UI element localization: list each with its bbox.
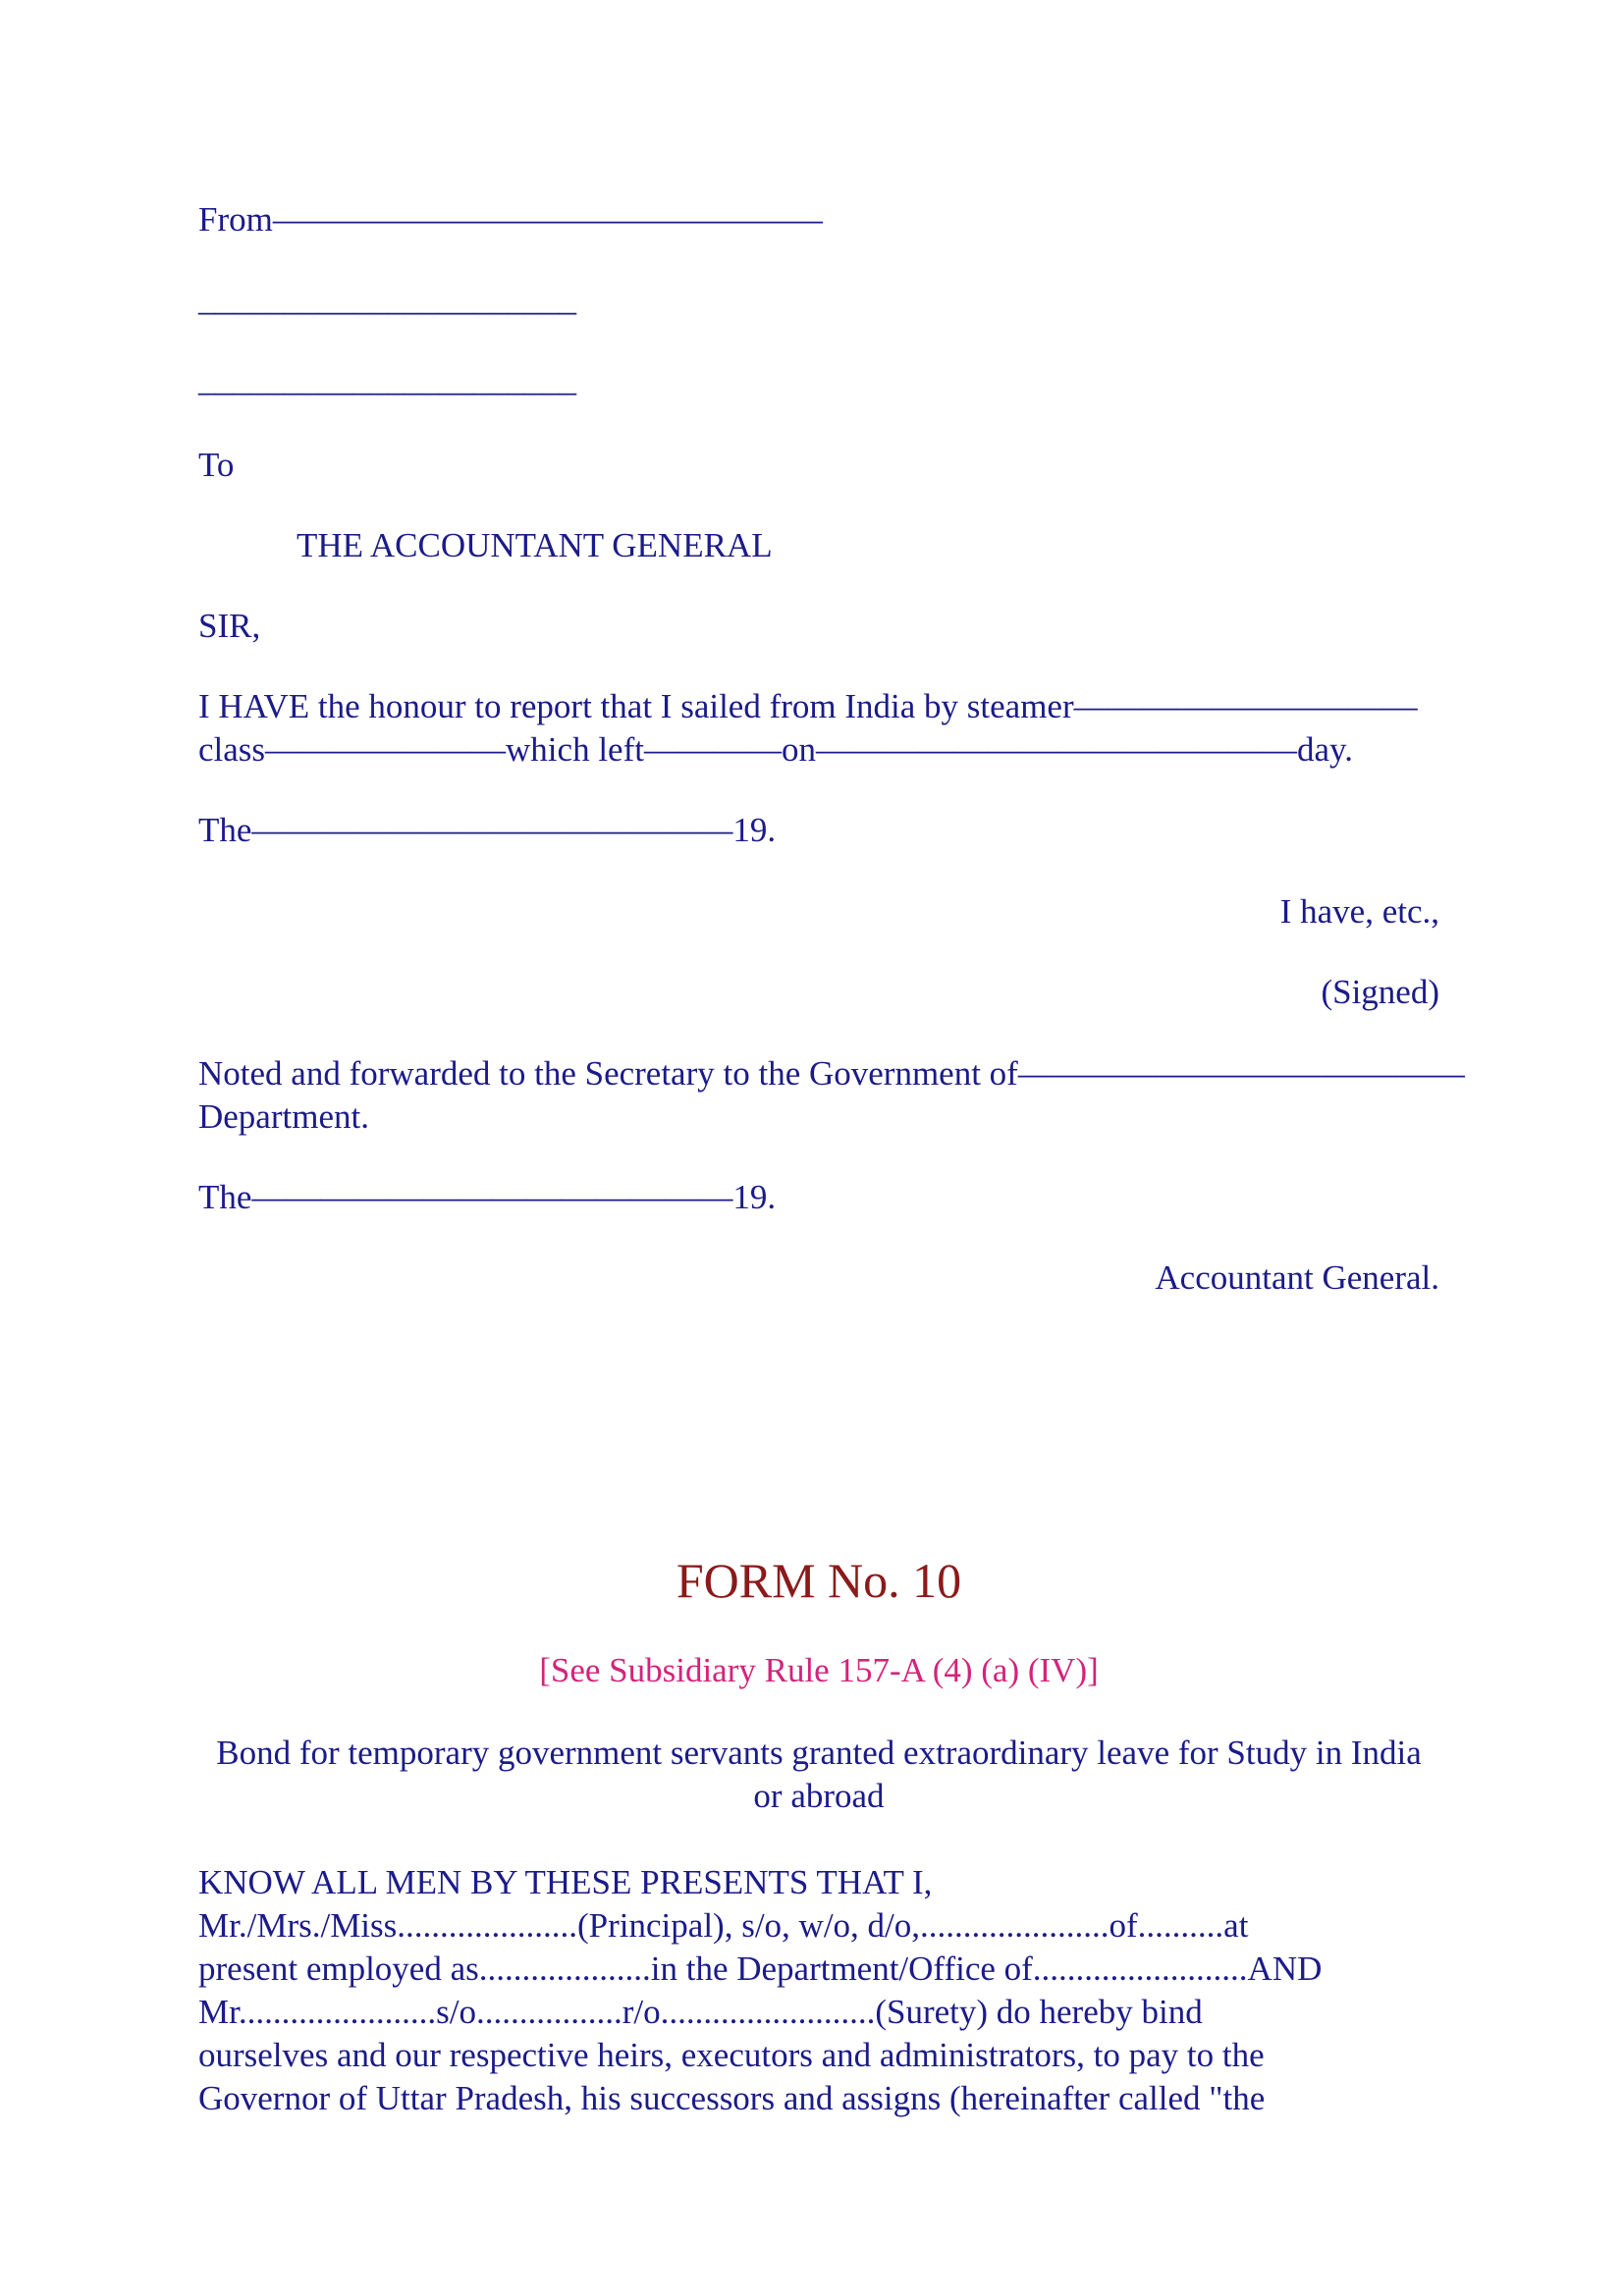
date-line: The——————————————19. <box>198 811 777 849</box>
form-title: FORM No. 10 <box>676 1553 962 1608</box>
from-line: From———————————————— <box>198 200 823 239</box>
bond-line-5: ourselves and our respective heirs, executors and administrators, to pay to the <box>198 2036 1265 2074</box>
salutation: SIR, <box>198 607 261 645</box>
rule-reference: [See Subsidiary Rule 157-A (4) (a) (IV)] <box>539 1651 1099 1689</box>
date-line-2: The——————————————19. <box>198 1178 777 1216</box>
bond-line-1: KNOW ALL MEN BY THESE PRESENTS THAT I, <box>198 1863 933 1901</box>
closing: I have, etc., <box>1279 892 1439 931</box>
department-label: Department. <box>198 1097 369 1136</box>
signed-label: (Signed) <box>1321 973 1439 1011</box>
signatory: Accountant General. <box>1155 1258 1439 1297</box>
bond-line-6: Governor of Uttar Pradesh, his successors and assigns (hereinafter called "the <box>198 2079 1266 2117</box>
bond-subtitle: Bond for temporary government servants granted extraordinary leave for Study in India or abroad <box>216 1734 1422 1815</box>
bond-line-2: Mr./Mrs./Miss.....................(Principal), s/o, w/o, d/o,......................of..........at <box>198 1906 1249 1945</box>
letter-body-line-1: I HAVE the honour to report that I sailed from India by steamer—————————— <box>198 687 1418 725</box>
to-label: To <box>198 446 235 484</box>
letter-body-line-2: class———————which left————on——————————————day. <box>198 730 1353 769</box>
blank-address-line-2: ______________________ <box>198 360 576 399</box>
blank-address-line-1: ______________________ <box>198 280 576 318</box>
noted-forwarded-line: Noted and forwarded to the Secretary to the Government of————————————— <box>198 1054 1465 1093</box>
addressee: THE ACCOUNTANT GENERAL <box>297 526 773 564</box>
bond-line-4: Mr.......................s/o.................r/o.........................(Surety) do hereby bind <box>198 1993 1203 2031</box>
bond-line-3: present employed as....................in the Department/Office of.........................AND <box>198 1949 1323 1988</box>
